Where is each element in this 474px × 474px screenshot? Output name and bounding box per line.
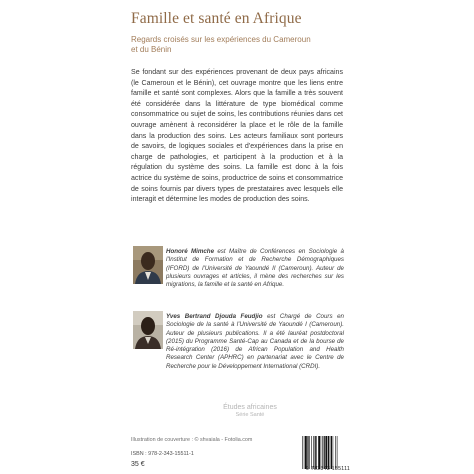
author-photo-1 <box>133 246 163 284</box>
author-portrait-2 <box>133 311 163 349</box>
price: 35 € <box>131 461 145 468</box>
collection-label <box>210 403 290 419</box>
book-subtitle <box>131 35 331 55</box>
barcode <box>302 436 352 469</box>
author-bio-2 <box>166 313 344 371</box>
barcode-bar <box>316 436 317 469</box>
barcode-bar <box>304 436 305 469</box>
author-portrait-1 <box>133 246 163 284</box>
barcode-bar <box>337 436 338 469</box>
book-summary: Se fondant sur des expériences provenant de deux pays africains (le Cameroun et le Bénin), cet ouvrage montre que les liens entre famille et santé sont complexes. Alors que la famille a très souvent été considérée dans la littérature de type biomédical comme consommatrice ou sujet de soins, les contributions réunies dans cet ouvrage amènent à reconsidérer la place et le rôle de la famille dans la production des soins. Les acteurs familiaux sont porteurs de savoirs, de logiques sociales et d'expériences dans la prise en charge de pathologies, et participent à la production et à la régulation du système des soins. La famille est donc à la fois actrice du système de soins, productrice de soins et consommatrice de soins fournis par divers types de prestataires avec lesquels elle interagit et détermine les modes de production des soins. <box>131 69 343 204</box>
author-text-2: est Chargé de Cours en Sociologie de la santé à l'Université de Yaoundé I (Cameroun). Auteur de plusieurs publications. Il a été lauréat postdoctoral (2015) du Programme Santé-Cap au Canada et de la bourse de Ré-intégration (2016) de African Population and Health Research Center (APHRC) en partenariat avec le Centre de Recherche pour le Développement International (CRDI). <box>166 313 344 370</box>
barcode-bar <box>335 436 336 469</box>
author-photo-2 <box>133 311 163 349</box>
barcode-bar <box>315 436 316 469</box>
subtitle-line-2: et du Bénin <box>131 45 172 54</box>
barcode-bar <box>313 436 314 469</box>
collection-series: Série Santé <box>235 412 265 418</box>
barcode-bar <box>305 436 307 469</box>
barcode-digits: 9 782343 155111 <box>305 466 351 472</box>
barcode-bar <box>330 436 331 469</box>
barcode-bar <box>328 436 329 469</box>
barcode-bar <box>307 436 308 469</box>
barcode-bar <box>311 436 312 469</box>
barcode-bar <box>324 436 325 469</box>
barcode-bar <box>302 436 303 469</box>
author-text-1: est Maître de Conférences en Sociologie à l'Institut de Formation et de Recherche Démographiques (IFORD) de l'Université de Yaoundé II (Cameroun). Auteur de plusieurs ouvrages et articles, il mène des recherches sur les migrations, la famille et la santé en Afrique. <box>166 248 344 289</box>
illustration-credit: Illustration de couverture : © shvaiala - Fotolia.com <box>131 437 253 443</box>
barcode-bar <box>322 436 323 469</box>
barcode-bar <box>333 436 334 469</box>
barcode-bar <box>325 436 327 469</box>
subtitle-line-1: Regards croisés sur les expériences du Cameroun <box>131 35 311 44</box>
barcode-bar <box>321 436 322 469</box>
collection-name: Études africaines <box>223 404 277 411</box>
barcode-bar <box>309 436 310 469</box>
book-title: Famille et santé en Afrique <box>131 10 302 27</box>
author-name-2: Yves Bertrand Djouda Feudjio <box>166 313 263 320</box>
isbn: ISBN : 978-2-343-15511-1 <box>131 451 194 457</box>
author-bio-1 <box>166 248 344 289</box>
barcode-bar <box>331 436 332 469</box>
author-name-1: Honoré Mimche <box>166 248 215 255</box>
barcode-bar <box>318 436 320 469</box>
